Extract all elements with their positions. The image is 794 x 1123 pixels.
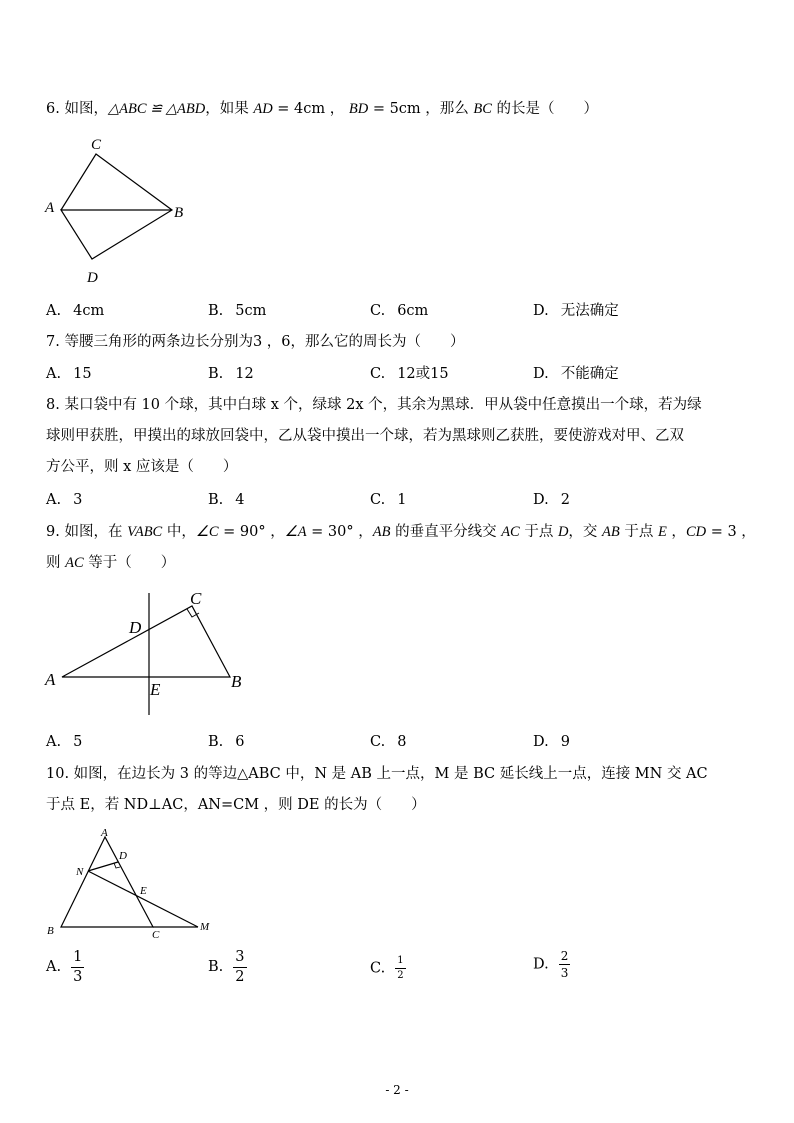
label-N: N — [76, 866, 84, 878]
q9-option-a[interactable]: A. 5 — [46, 734, 83, 750]
question-10-stem-line-2: 于点 E，若 ND⊥AC，AN=CM ，则 DE 的长为（ ） — [46, 797, 426, 813]
q6-option-c[interactable]: C. 6cm — [370, 303, 429, 319]
label-C: C — [91, 137, 102, 153]
q7-option-d[interactable]: D. 不能确定 — [533, 366, 619, 382]
page-number: - 2 - — [385, 1083, 409, 1097]
question-8-stem-line-1: 8. 某口袋中有 10 个球，其中白球 x 个，绿球 2x 个，其余为黑球．甲从袋中任意摸出一个球，若为绿 — [46, 397, 702, 413]
q6-option-d[interactable]: D. 无法确定 — [533, 303, 619, 319]
q7-option-c[interactable]: C. 12或15 — [370, 366, 449, 382]
q7-option-b[interactable]: B. 12 — [208, 366, 254, 382]
figure-q9-right-triangle — [40, 585, 260, 725]
q8-option-a[interactable]: A. 3 — [46, 492, 83, 508]
fraction-two-thirds: $\frac{2}{3}$ — [560, 949, 569, 980]
fraction-one-third: $\frac{1}{3}$ — [73, 949, 83, 985]
label-D: D — [129, 618, 142, 637]
q8-option-b[interactable]: B. 4 — [208, 492, 245, 508]
q10-option-d[interactable]: D. $\frac{2}{3}$ — [533, 949, 569, 980]
q9-option-d[interactable]: D. 9 — [533, 734, 570, 750]
q9-option-b[interactable]: B. 6 — [208, 734, 245, 750]
q7-option-a[interactable]: A. 15 — [46, 366, 92, 382]
q6-option-a[interactable]: A. 4cm — [46, 303, 105, 319]
label-A: A — [101, 827, 108, 839]
q6-option-b[interactable]: B. 5cm — [208, 303, 267, 319]
label-B: B — [174, 205, 184, 221]
label-E: E — [140, 885, 147, 897]
question-7-stem: 7. 等腰三角形的两条边长分别为3 ，6，那么它的周长为（ ） — [46, 334, 465, 350]
label-D: D — [119, 850, 127, 862]
q9-option-c[interactable]: C. 8 — [370, 734, 407, 750]
label-C: C — [190, 589, 202, 608]
question-6-stem: 6. 如图，△ABC ≌ △ABD，如果 AD = 4cm ， BD = 5cm ，那么 BC 的长是（ ） — [46, 101, 599, 117]
q8-option-c[interactable]: C. 1 — [370, 492, 407, 508]
figure-q6-triangles — [40, 130, 200, 290]
label-M: M — [200, 921, 210, 933]
label-A: A — [45, 200, 55, 216]
label-D: D — [87, 270, 98, 286]
question-8-stem-line-2: 球则甲获胜，甲摸出的球放回袋中，乙从袋中摸出一个球，若为黑球则乙获胜，要使游戏对甲、乙双 — [46, 428, 684, 444]
question-8-stem-line-3: 方公平，则 x 应该是（ ） — [46, 459, 238, 475]
q10-option-b[interactable]: B. $\frac{3}{2}$ — [208, 949, 245, 985]
label-A: A — [45, 670, 56, 689]
label-B: B — [47, 925, 54, 937]
figure-q10-equilateral-triangle — [40, 825, 230, 940]
question-9-stem-line-2: 则 AC 等于（ ） — [46, 555, 176, 571]
label-B: B — [231, 672, 242, 691]
fraction-three-halves: $\frac{3}{2}$ — [235, 949, 245, 985]
q10-option-c[interactable]: C. $\frac{1}{2}$ — [370, 955, 404, 981]
q10-option-a[interactable]: A. $\frac{1}{3}$ — [46, 949, 83, 985]
label-E: E — [150, 680, 161, 699]
question-9-stem-line-1: 9. 如图，在 VABC 中，∠C = 90° ，∠A = 30° ，AB 的垂直平分线交 AC 于点 D，交 AB 于点 E ，CD = 3 ， — [46, 524, 756, 540]
fraction-one-half: $\frac{1}{2}$ — [397, 955, 404, 981]
label-C: C — [152, 929, 160, 941]
question-10-stem-line-1: 10. 如图，在边长为 3 的等边△ABC 中，N 是 AB 上一点，M 是 BC 延长线上一点，连接 MN 交 AC — [46, 766, 708, 782]
q8-option-d[interactable]: D. 2 — [533, 492, 570, 508]
